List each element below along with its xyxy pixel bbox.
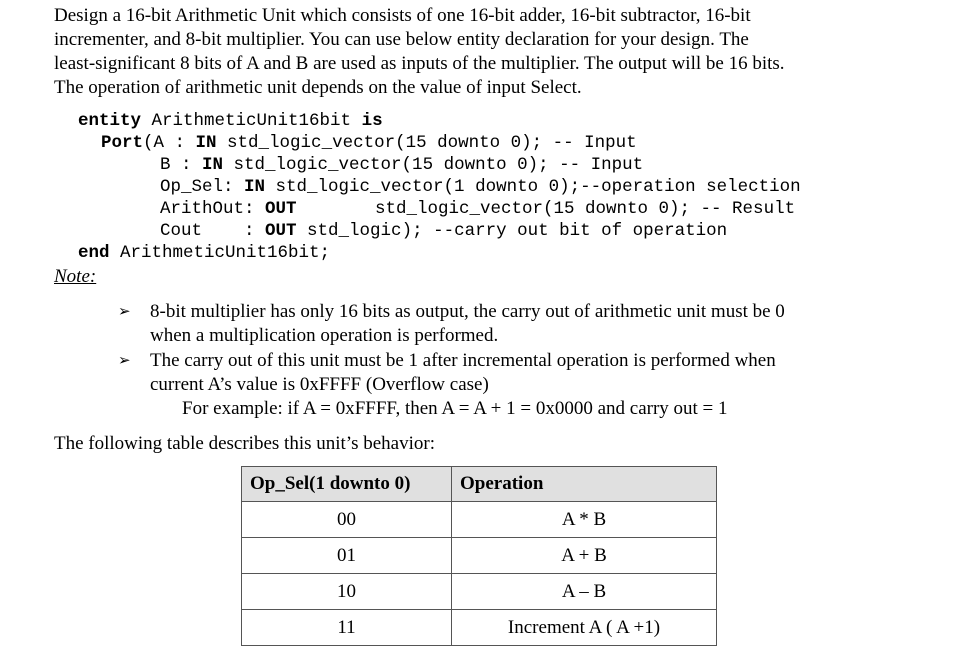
example-line: For example: if A = 0xFFFF, then A = A + 1 = 0x0000 and carry out = 1	[182, 398, 728, 419]
op-sel-cell: 11	[242, 610, 452, 646]
keyword: IN	[195, 133, 217, 153]
code-text: ArithmeticUnit16bit	[141, 111, 362, 131]
code-line-6	[160, 220, 727, 242]
intro-line-4: The operation of arithmetic unit depends on the value of input Select.	[54, 77, 582, 98]
keyword: entity	[78, 111, 142, 131]
intro-line-3: least-significant 8 bits of A and B are used as inputs of the multiplier. The output will be 16 bits.	[54, 53, 785, 74]
code-line-3	[160, 154, 643, 176]
code-line-7	[78, 242, 330, 264]
code-line-4	[160, 176, 801, 198]
intro-line-2: incrementer, and 8-bit multiplier. You can use below entity declaration for your design. The	[54, 29, 749, 50]
bullet-arrow-icon: ➢	[118, 353, 131, 369]
code-text: std_logic_vector(1 downto 0);--operation selection	[265, 177, 801, 197]
keyword: end	[78, 243, 110, 263]
table-intro: The following table describes this unit’s behavior:	[54, 433, 435, 454]
code-text: std_logic_vector(15 downto 0); -- Input	[216, 133, 637, 153]
keyword: OUT	[265, 199, 297, 219]
code-text: (A :	[143, 133, 196, 153]
operation-cell: A * B	[452, 502, 717, 538]
table-row	[242, 610, 717, 646]
keyword: IN	[202, 155, 224, 175]
keyword: is	[361, 111, 383, 131]
table-row	[242, 574, 717, 610]
bullet-arrow-icon: ➢	[118, 304, 131, 320]
bullet-1-line-2: when a multiplication operation is performed.	[150, 325, 499, 346]
code-text: Op_Sel:	[160, 177, 245, 197]
table-row	[242, 538, 717, 574]
code-text: ArithmeticUnit16bit;	[109, 243, 331, 263]
code-line-5-rest: std_logic_vector(15 downto 0); -- Result	[375, 199, 796, 219]
operation-table	[241, 466, 717, 646]
code-text: B :	[160, 155, 203, 175]
keyword: OUT	[265, 221, 297, 241]
table-header-row	[242, 467, 717, 502]
code-text: std_logic); --carry out bit of operation	[296, 221, 728, 241]
operation-cell: A + B	[452, 538, 717, 574]
header-op-sel: Op_Sel(1 downto 0)	[242, 467, 452, 502]
keyword: Port	[101, 133, 144, 153]
intro-line-1: Design a 16-bit Arithmetic Unit which consists of one 16-bit adder, 16-bit subtractor, 16-bit	[54, 5, 751, 26]
keyword: IN	[244, 177, 266, 197]
bullet-2-line-2: current A’s value is 0xFFFF (Overflow case)	[150, 374, 489, 395]
op-sel-cell: 01	[242, 538, 452, 574]
header-operation: Operation	[452, 467, 717, 502]
code-text: Cout :	[160, 221, 266, 241]
code-text: ArithOut:	[160, 199, 266, 219]
code-line-1	[78, 110, 383, 132]
operation-cell: A – B	[452, 574, 717, 610]
bullet-1-line-1: 8-bit multiplier has only 16 bits as output, the carry out of arithmetic unit must be 0	[150, 301, 785, 322]
note-label: Note:	[54, 266, 97, 287]
operation-cell: Increment A ( A +1)	[452, 610, 717, 646]
op-sel-cell: 00	[242, 502, 452, 538]
bullet-2-line-1: The carry out of this unit must be 1 after incremental operation is performed when	[150, 350, 776, 371]
code-line-2	[101, 132, 637, 154]
code-line-5	[160, 198, 297, 220]
code-text: std_logic_vector(15 downto 0); -- Input	[223, 155, 644, 175]
op-sel-cell: 10	[242, 574, 452, 610]
table-row	[242, 502, 717, 538]
